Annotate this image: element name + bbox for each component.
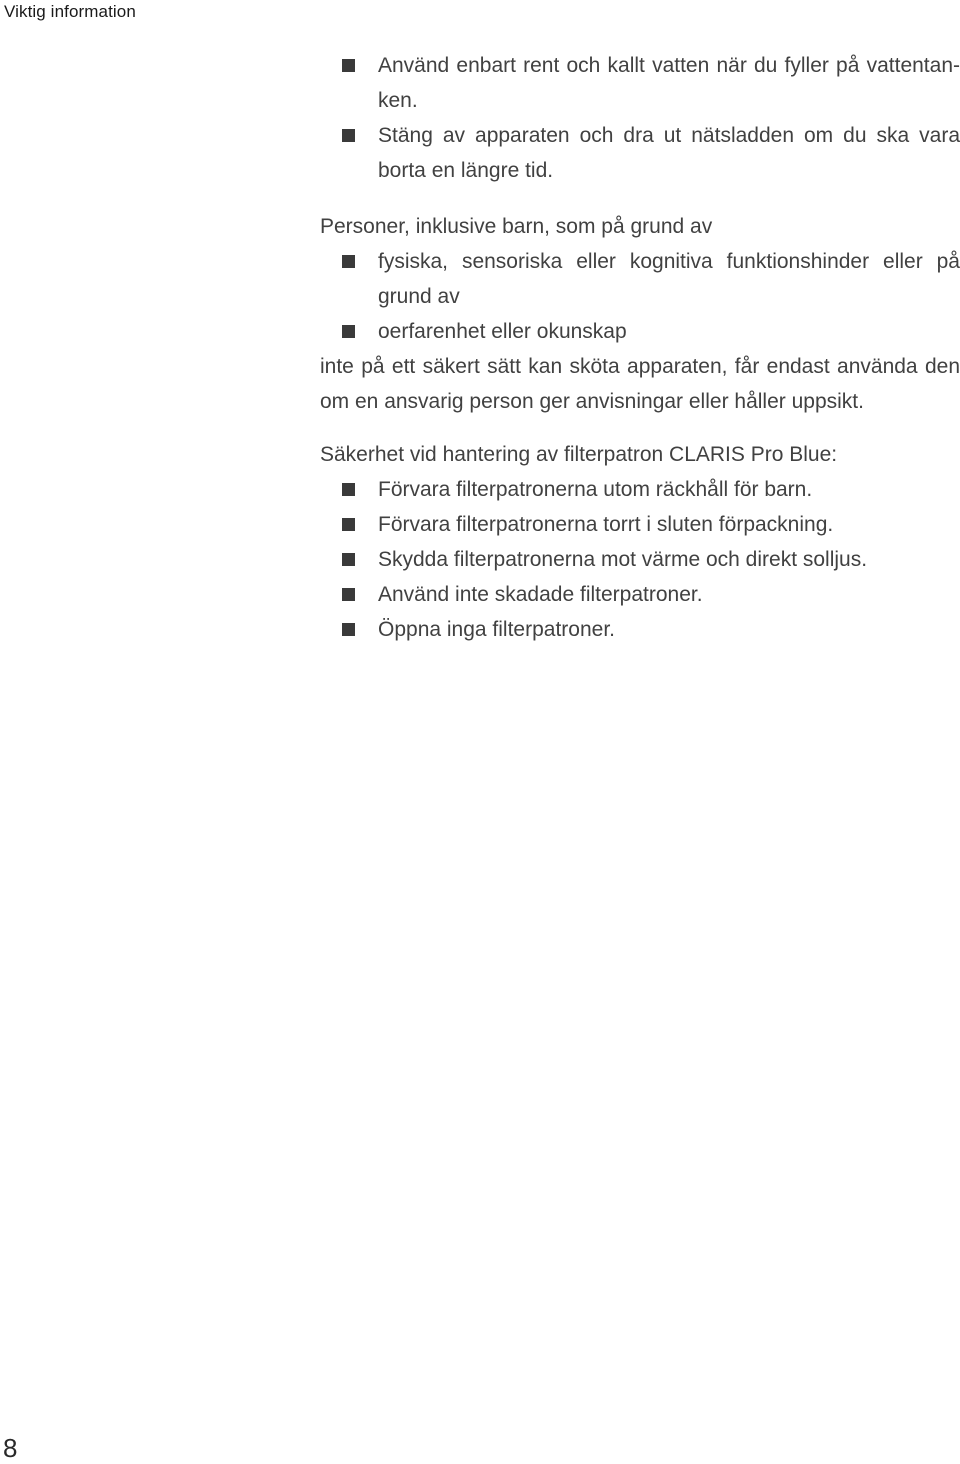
list-item-line: borta en längre tid. xyxy=(378,159,554,182)
list-item-line: grund av xyxy=(378,285,460,308)
filter-safety-intro: Säkerhet vid hantering av filterpatron CLARIS Pro Blue: xyxy=(320,443,838,466)
square-bullet-icon xyxy=(342,59,355,72)
list-item-line: ken. xyxy=(378,89,418,112)
list-item-line: Använd inte skadade filterpatroner. xyxy=(378,583,703,606)
square-bullet-icon xyxy=(342,255,355,268)
square-bullet-icon xyxy=(342,483,355,496)
square-bullet-icon xyxy=(342,623,355,636)
persons-outro-line: inte på ett säkert sätt kan sköta apparaten, får endast använda den xyxy=(320,355,960,378)
square-bullet-icon xyxy=(342,588,355,601)
list-item xyxy=(320,314,960,349)
list-item xyxy=(320,472,960,507)
list-item xyxy=(320,507,960,542)
page-header-title: Viktig information xyxy=(4,2,136,21)
list-item-line: Öppna inga filterpatroner. xyxy=(378,618,615,641)
list-item xyxy=(320,244,960,314)
list-item-line: Förvara filterpatronerna torrt i sluten förpackning. xyxy=(378,513,834,536)
list-item-line: Förvara filterpatronerna utom räckhåll för barn. xyxy=(378,478,813,501)
list-item xyxy=(320,542,960,577)
list-item xyxy=(320,577,960,612)
list-item xyxy=(320,118,960,188)
square-bullet-icon xyxy=(342,518,355,531)
list-item-line: Skydda filterpatronerna mot värme och direkt solljus. xyxy=(378,548,868,571)
list-item xyxy=(320,48,960,118)
square-bullet-icon xyxy=(342,325,355,338)
square-bullet-icon xyxy=(342,553,355,566)
persons-bullet-list xyxy=(320,244,960,349)
list-item xyxy=(320,612,960,647)
square-bullet-icon xyxy=(342,129,355,142)
list-item-line: Stäng av apparaten och dra ut nätsladden om du ska vara xyxy=(378,124,960,147)
page-number: 8 xyxy=(3,1433,18,1463)
page-content xyxy=(320,48,960,647)
persons-outro-line: om en ansvarig person ger anvisningar eller håller uppsikt. xyxy=(320,390,864,413)
persons-intro: Personer, inklusive barn, som på grund av xyxy=(320,215,713,238)
list-item-line: fysiska, sensoriska eller kognitiva funktionshinder eller på xyxy=(378,250,960,273)
list-item-line: Använd enbart rent och kallt vatten när du fyller på vattentan- xyxy=(378,54,960,77)
list-item-line: oerfarenhet eller okunskap xyxy=(378,320,627,343)
usage-bullet-list xyxy=(320,48,960,188)
filter-bullet-list xyxy=(320,472,960,647)
